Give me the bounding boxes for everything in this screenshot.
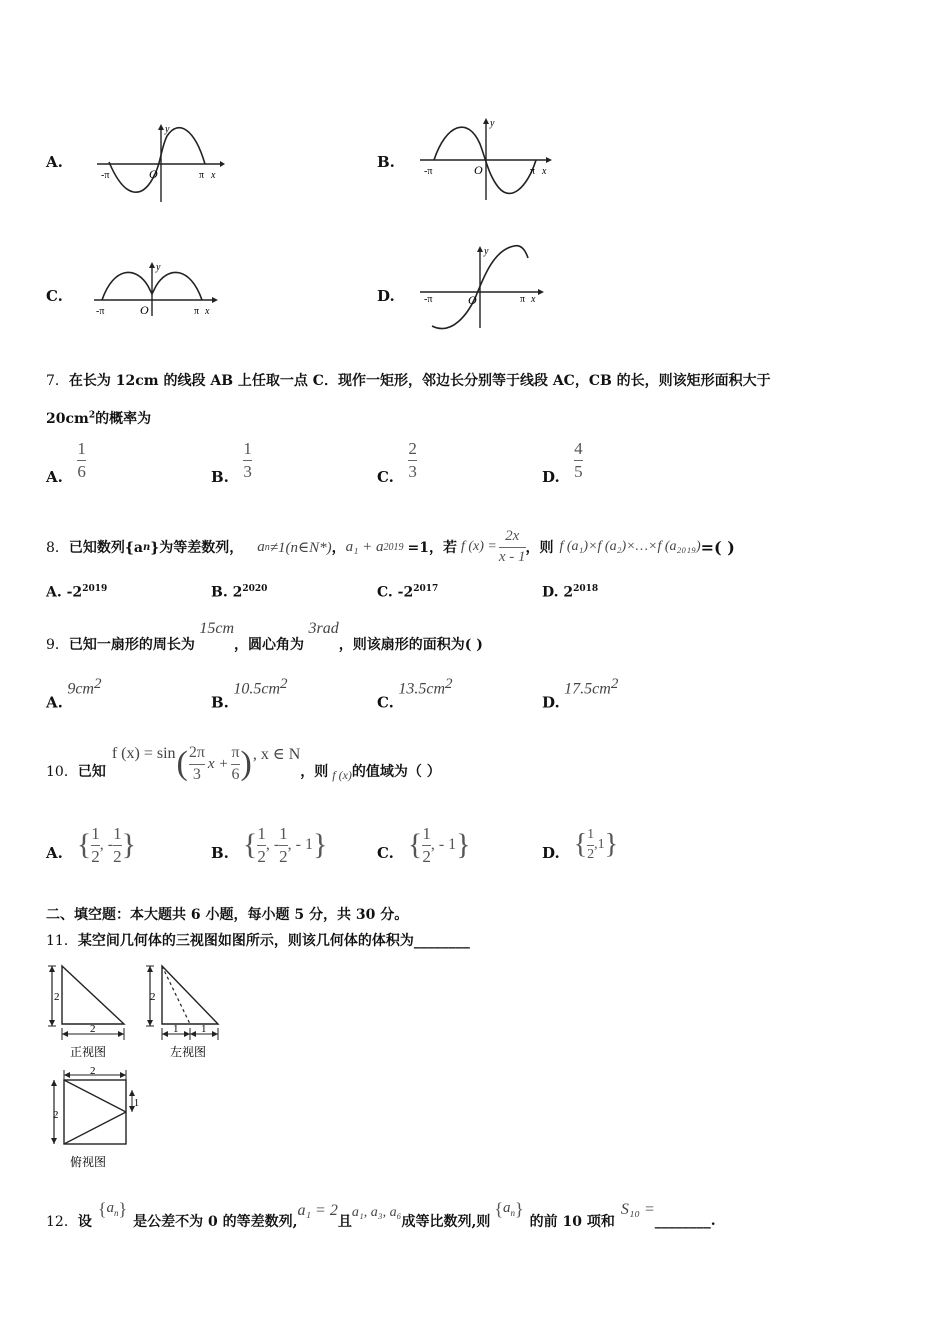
q7-option-c: C. $\frac{2}{3}$: [377, 439, 417, 486]
q11-top-height: 2: [53, 1109, 59, 1121]
q6b-pi: π: [530, 166, 536, 177]
q6d-x-label: x: [531, 294, 536, 305]
q6b-y-label: y: [490, 118, 495, 129]
q11-side-w2: 1: [201, 1023, 207, 1035]
q7-option-b: B. $\frac{1}{3}$: [211, 439, 252, 486]
q8-option-b: B. $2^{2020}$: [211, 584, 268, 601]
q11-side-view: [144, 962, 228, 1062]
q8-option-a: A. $-2^{2019}$: [46, 584, 108, 601]
q7-option-a: A. $\frac{1}{6}$: [46, 439, 86, 486]
q11-front-view: [48, 962, 132, 1062]
q7-stem-line2: $20cm^2$的概率为: [46, 410, 152, 427]
q6d-pi: π: [520, 294, 526, 305]
q11-front-height: 2: [54, 991, 60, 1003]
q10-option-d: D. { $\frac{1}{2}$ ,1 }: [542, 826, 619, 862]
q11-front-caption: 正视图: [70, 1045, 107, 1059]
q6b-negpi: -π: [424, 166, 433, 177]
q12-stem: 12． 设 { a $_n$ } 是公差不为 0 的等差数列, a₁ = 2 且 a₁, a₃, a₆ 成等比数列,则 { a $_n$ } 的前 10 项和 S₁₀ = ________.: [46, 1198, 716, 1230]
q10-stem: 10． 已知 f (x) = sin ( $\frac{2\pi}{3}$ x + $\frac{\pi}{6}$ ) , x ∈ N ，则 f (x) 的值域为（ ）: [46, 743, 441, 783]
q6a-x-label: x: [211, 170, 216, 181]
q10-option-b: B. { $\frac{1}{2}$ , - $\frac{1}{2}$ , - 1 }: [211, 823, 328, 866]
q6c-y-label: y: [156, 262, 161, 273]
q6c-x-label: x: [205, 306, 210, 317]
q7-stem-line1: 在长为 12cm 的线段 AB 上任取一点 C．现作一矩形，邻边长分别等于线段 AC，CB 的长，则该矩形面积大于: [68, 373, 771, 389]
q7-option-d: D. $\frac{4}{5}$: [542, 439, 583, 486]
q11-front-width: 2: [90, 1023, 96, 1035]
q11-top-offset: 1: [134, 1098, 139, 1109]
q6d-y-label: y: [484, 246, 489, 257]
q6-option-c-graph: [92, 260, 218, 318]
q9-option-b: B. $10.5cm^2$: [211, 676, 288, 712]
q6a-pi: π: [199, 170, 205, 181]
q10-option-c: C. { $\frac{1}{2}$ , - 1 }: [377, 823, 471, 866]
q9-option-c: C. $13.5cm^2$: [377, 676, 453, 712]
q11-top-caption: 俯视图: [70, 1155, 107, 1169]
q7-stem: [46, 370, 771, 390]
q6b-origin: O: [474, 163, 483, 177]
q11-top-width: 2: [90, 1065, 96, 1077]
q11-side-w1: 1: [173, 1023, 179, 1035]
q8-option-c: C. $-2^{2017}$: [377, 584, 439, 601]
q6-option-d-graph: [418, 244, 544, 336]
q6-option-c-label: C.: [46, 287, 63, 305]
q8-stem: 8． 已知数列{a n }为等差数列， a n ≠1(n∈N*) ， a₁ + a 2019 =1，若 f (x) = $\frac{2x}{x - 1}$ ，则 f (a₁)×f (a₂)×…×f (a₂₀₁₉) =( ): [46, 527, 735, 565]
q9-stem: 9．已知一扇形的周长为 15cm，圆心角为 3rad，则该扇形的面积为( ): [46, 620, 483, 653]
q11-stem: 11．某空间几何体的三视图如图所示，则该几何体的体积为________: [46, 933, 470, 949]
q6-option-a-graph: [95, 122, 225, 204]
q7-number: 7．: [46, 373, 69, 389]
q8-option-d: D. $2^{2018}$: [542, 584, 599, 601]
q6a-origin: O: [149, 167, 158, 181]
q10-option-a: A. { $\frac{1}{2}$ , - $\frac{1}{2}$ }: [46, 823, 137, 866]
q9-option-d: D. $17.5cm^2$: [542, 676, 619, 712]
q6-option-b-label: B.: [377, 153, 395, 171]
q6c-negpi: -π: [96, 306, 105, 317]
q6a-negpi: -π: [101, 170, 110, 181]
q6d-negpi: -π: [424, 294, 433, 305]
q6-option-a-label: A.: [46, 153, 63, 171]
q6a-y-label: y: [165, 124, 170, 135]
q11-side-caption: 左视图: [170, 1045, 207, 1059]
q11-top-view: [48, 1065, 148, 1172]
q6-option-b-graph: [418, 116, 552, 202]
section2-title: 二、填空题：本大题共 6 小题，每小题 5 分，共 30 分。: [46, 907, 409, 923]
q6b-x-label: x: [542, 166, 547, 177]
q6c-pi: π: [194, 306, 200, 317]
q6c-origin: O: [140, 303, 149, 317]
q9-option-a: A. $9cm^2$: [46, 676, 102, 712]
q6d-origin: O: [468, 293, 477, 307]
q6-option-d-label: D.: [377, 287, 395, 305]
q11-side-height: 2: [150, 991, 156, 1003]
q8-number: 8．: [46, 540, 69, 556]
